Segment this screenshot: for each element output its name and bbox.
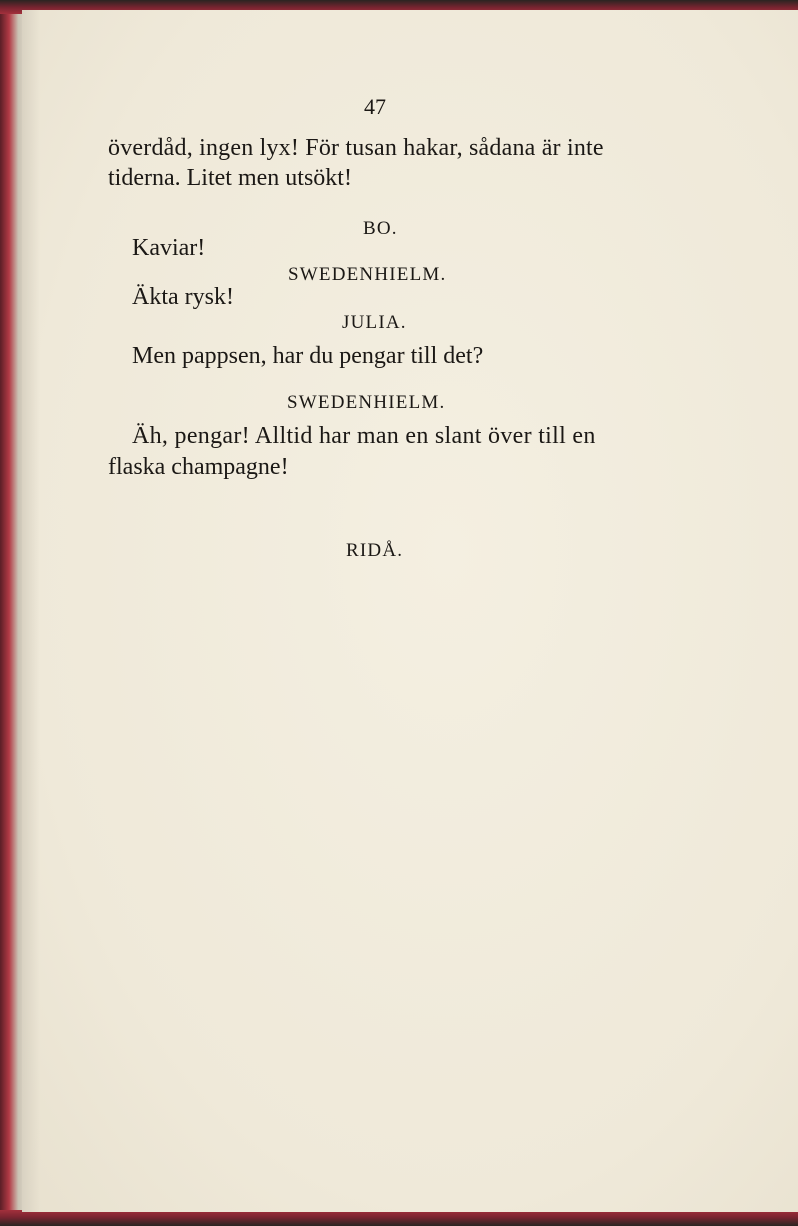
book-cover-edge-bottom xyxy=(0,1210,798,1226)
speaker-name: SWEDENHIELM. xyxy=(287,392,446,413)
dialogue-line: Äh, pengar! Alltid har man en slant över till en xyxy=(132,423,596,449)
dialogue-line: Äkta rysk! xyxy=(132,284,234,310)
text-line: överdåd, ingen lyx! För tusan hakar, sådana är inte xyxy=(108,135,604,161)
dialogue-line: Men pappsen, har du pengar till det? xyxy=(132,343,484,369)
text-line: tiderna. Litet men utsökt! xyxy=(108,165,352,191)
page-number: 47 xyxy=(364,94,386,119)
speaker-name: JULIA. xyxy=(342,312,407,333)
dialogue-line: Kaviar! xyxy=(132,235,206,261)
page-gutter-shadow xyxy=(22,10,40,1212)
dialogue-line: flaska champagne! xyxy=(108,454,289,480)
speaker-name: SWEDENHIELM. xyxy=(288,264,447,285)
stage-direction: RIDÅ. xyxy=(346,540,404,561)
speaker-name: BO. xyxy=(363,218,398,239)
